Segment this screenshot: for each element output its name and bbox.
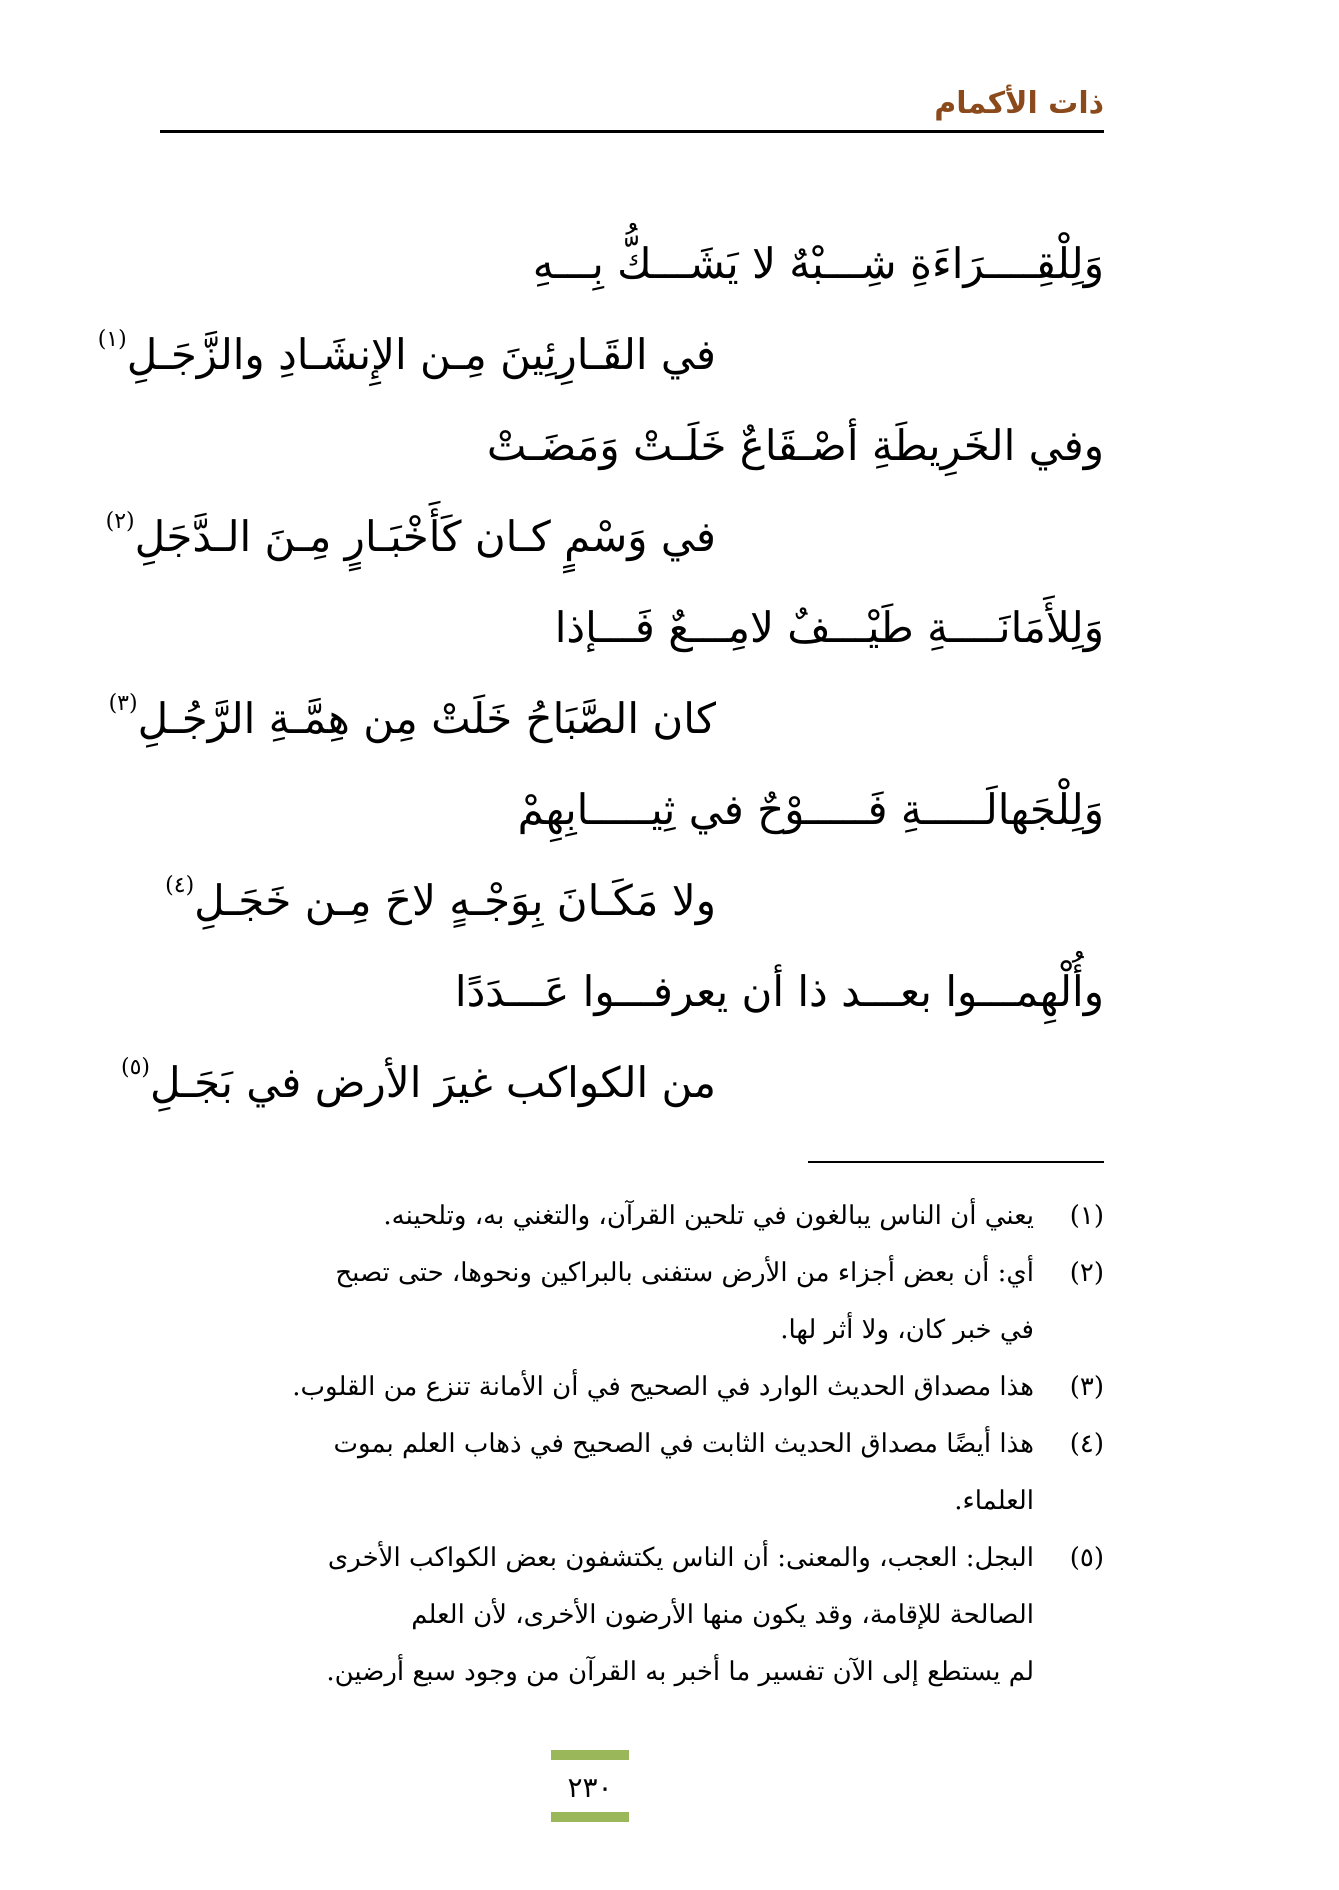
footnote-number: (١) [1069, 1201, 1104, 1231]
verse-line: وَلِلْجَهالَـــــةِ فَـــــوْحٌ في ثِيـــــابِهِمْ [517, 785, 1104, 834]
verse-line: ولا مَكَـانَ بِوَجْـهٍ لاحَ مِـن خَجَـلِ$^{(٤)}$ [165, 873, 716, 925]
footnote-ref[interactable]: (٢) [105, 509, 135, 534]
page-number-top-bar [551, 1750, 629, 1760]
footnote-ref[interactable]: (٤) [165, 873, 195, 898]
footnote-separator [808, 1161, 1104, 1163]
footnote-number: (٥) [1069, 1543, 1104, 1573]
verse-line: في وَسْمٍ كـان كَأَخْبَـارٍ مِـنَ الـدَّجَلِ$^{(٢)}$ [105, 509, 716, 561]
poem [97, 218, 1104, 1128]
footnotes [160, 1188, 1104, 1701]
page-number-bottom-bar [551, 1812, 629, 1822]
footnote-text: البجل: العجب، والمعنى: أن الناس يكتشفون بعض الكواكب الأخرى الصالحة للإقامة، وقد يكون منها الأرضون الأخرى، لأن العلم لم يستطع إلى الآن تفسير ما أخبر به القرآن من وجود سبع أرضين. [326, 1543, 1034, 1687]
footnote-text: هذا أيضًا مصداق الحديث الثابت في الصحيح في ذهاب العلم بموت العلماء. [333, 1429, 1034, 1516]
verse-line: في القَـارِئِينَ مِـن الإِنشَـادِ والزَّجَـلِ$^{(١)}$ [97, 327, 716, 379]
verse-line: وفي الخَرِيطَةِ أصْـقَاعٌ خَلَـتْ وَمَضَـتْ [486, 421, 1104, 470]
footnote-text: هذا مصداق الحديث الوارد في الصحيح في أن الأمانة تنزع من القلوب. [292, 1372, 1034, 1402]
footnote-number: (٣) [1069, 1372, 1104, 1402]
footnote-text: أي: أن بعض أجزاء من الأرض ستفنى بالبراكين ونحوها، حتى تصبح في خبر كان، ولا أثر لها. [335, 1258, 1034, 1345]
verse-line: من الكواكب غيرَ الأرض في بَجَـلِ$^{(٥)}$ [121, 1055, 716, 1107]
page-number: ٢٣٠ [567, 1771, 613, 1804]
verse-line: وَلِلأَمَانَــــةِ طَيْـــفٌ لامِـــعٌ فَـــإذا [554, 603, 1104, 652]
footnote-text: يعني أن الناس يبالغون في تلحين القرآن، والتغني به، وتلحينه. [383, 1201, 1034, 1231]
footnote-item [160, 1416, 1104, 1530]
footnote-item [160, 1245, 1104, 1359]
footnote-number: (٤) [1069, 1429, 1104, 1459]
verse-line: وأُلْهِمـــوا بعـــد ذا أن يعرفـــوا عَـــدَدًا [454, 967, 1104, 1016]
verse-line: وَلِلْقِــــرَاءَةِ شِـــبْهٌ لا يَشَـــكُّ بِـــهِ [532, 239, 1104, 288]
book-title: ذات الأكمام [934, 86, 1104, 121]
footnote-ref[interactable]: (٣) [108, 691, 138, 716]
footnote-ref[interactable]: (٥) [121, 1055, 151, 1080]
footnote-ref[interactable]: (١) [97, 327, 127, 352]
footnote-item [160, 1530, 1104, 1701]
verse-line: كان الصَّبَاحُ خَلَتْ مِن هِمَّـةِ الرَّجُـلِ$^{(٣)}$ [108, 691, 716, 743]
footnote-number: (٢) [1069, 1258, 1104, 1288]
page-header [160, 82, 1104, 133]
footnote-item [160, 1359, 1104, 1416]
footnote-item [160, 1188, 1104, 1245]
